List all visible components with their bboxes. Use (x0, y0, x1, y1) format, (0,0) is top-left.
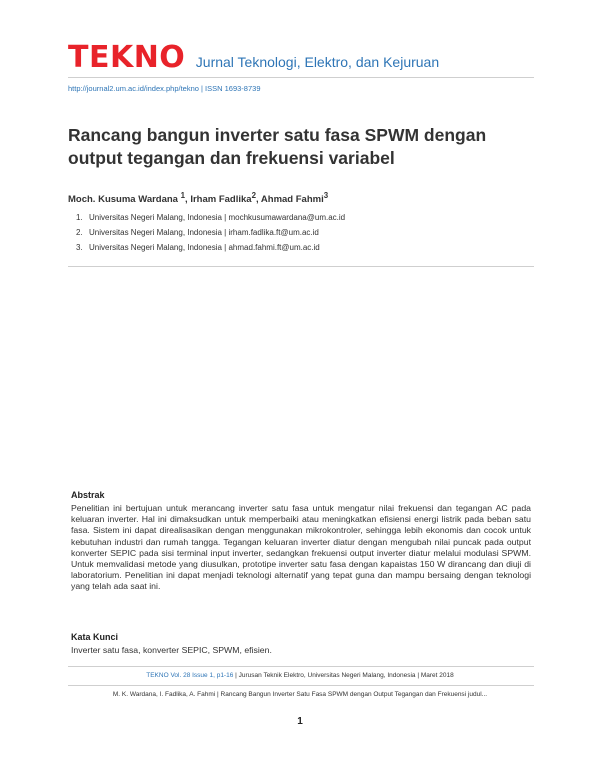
journal-reference: TEKNO Vol. 28 Issue 1, p1-16 | Jurusan Teknik Elektro, Universitas Negeri Malang, Indonesia | Maret 2018 (146, 672, 454, 679)
author-sup: 3 (323, 191, 329, 200)
keywords-heading: Kata Kunci (71, 632, 119, 642)
citation-line: M. K. Wardana, I. Fadlika, A. Fahmi | Rancang Bangun Inverter Satu Fasa SPWM dengan Output Tegangan dan Frekuensi judul... (112, 691, 488, 698)
affiliation-item: 2. Universitas Negeri Malang, Indonesia | irham.fadlika.ft@um.ac.id (76, 228, 319, 237)
journal-logo-text: TEKNO (68, 40, 186, 75)
affiliation-divider (68, 266, 534, 267)
author-name: Irham Fadlika (190, 194, 252, 206)
journal-url-issn[interactable]: http://journal2.um.ac.id/index.php/tekno | ISSN 1693-8739 (68, 84, 261, 93)
footer-divider-2 (68, 685, 534, 686)
affiliation-list (76, 213, 345, 258)
header-divider (68, 77, 534, 78)
journal-issue-link[interactable]: TEKNO Vol. 28 Issue 1, p1-16 (146, 672, 234, 679)
affiliation-item: 3. Universitas Negeri Malang, Indonesia | ahmad.fahmi.ft@um.ac.id (76, 243, 320, 252)
abstract-text: Penelitian ini bertujuan untuk merancang inverter satu fasa untuk mengatur nilai frekuensi dan tegangan AC pada keluaran inverter. Hal ini dimaksudkan untuk memperbaiki atau meningkatkan efisiensi energi listrik pada beban satu fasa. Sistem ini dapat direalisasikan dengan menggunakan mikrokontroler, sehingga lebih ekonomis dan cocok untuk kebutuhan industri dan rumah tangga. Tegangan keluaran inverter diatur dengan mengubah nilai puncak pada output konverter SEPIC pada sisi terminal input inverter, sedangkan frekuensi output inverter diatur melalui modulasi SPWM. Untuk memvalidasi metode yang diusulkan, prototipe inverter satu fasa dengan kapaistas 150 W dirancang dan diuji di laboratorium. Penelitian ini dapat menjadi teknologi alternatif yang tepat guna dan mampu bersaing dengan teknologi yang telah ada saat ini. (71, 503, 531, 592)
author-line: Moch. Kusuma Wardana $^1$, Irham Fadlika$^2$, Ahmad Fahmi$^3$ (68, 191, 329, 206)
paper-title: Rancang bangun inverter satu fasa SPWM dengan output tegangan dan frekuensi variabel (68, 125, 487, 168)
author-name: Ahmad Fahmi (260, 194, 324, 206)
journal-tagline: Jurnal Teknologi, Elektro, dan Kejuruan (195, 54, 440, 70)
author-sup: 2 (251, 191, 256, 200)
footer-divider (68, 666, 534, 667)
keywords-text: Inverter satu fasa, konverter SEPIC, SPWM, efisien. (71, 645, 272, 655)
author-name: Moch. Kusuma Wardana (68, 194, 178, 206)
journal-header (68, 40, 439, 75)
page-number: 1 (297, 716, 303, 727)
author-sup: 1 (180, 191, 186, 200)
affiliation-item: 1. Universitas Negeri Malang, Indonesia | mochkusumawardana@um.ac.id (76, 213, 346, 222)
abstract-heading: Abstrak (71, 490, 105, 500)
